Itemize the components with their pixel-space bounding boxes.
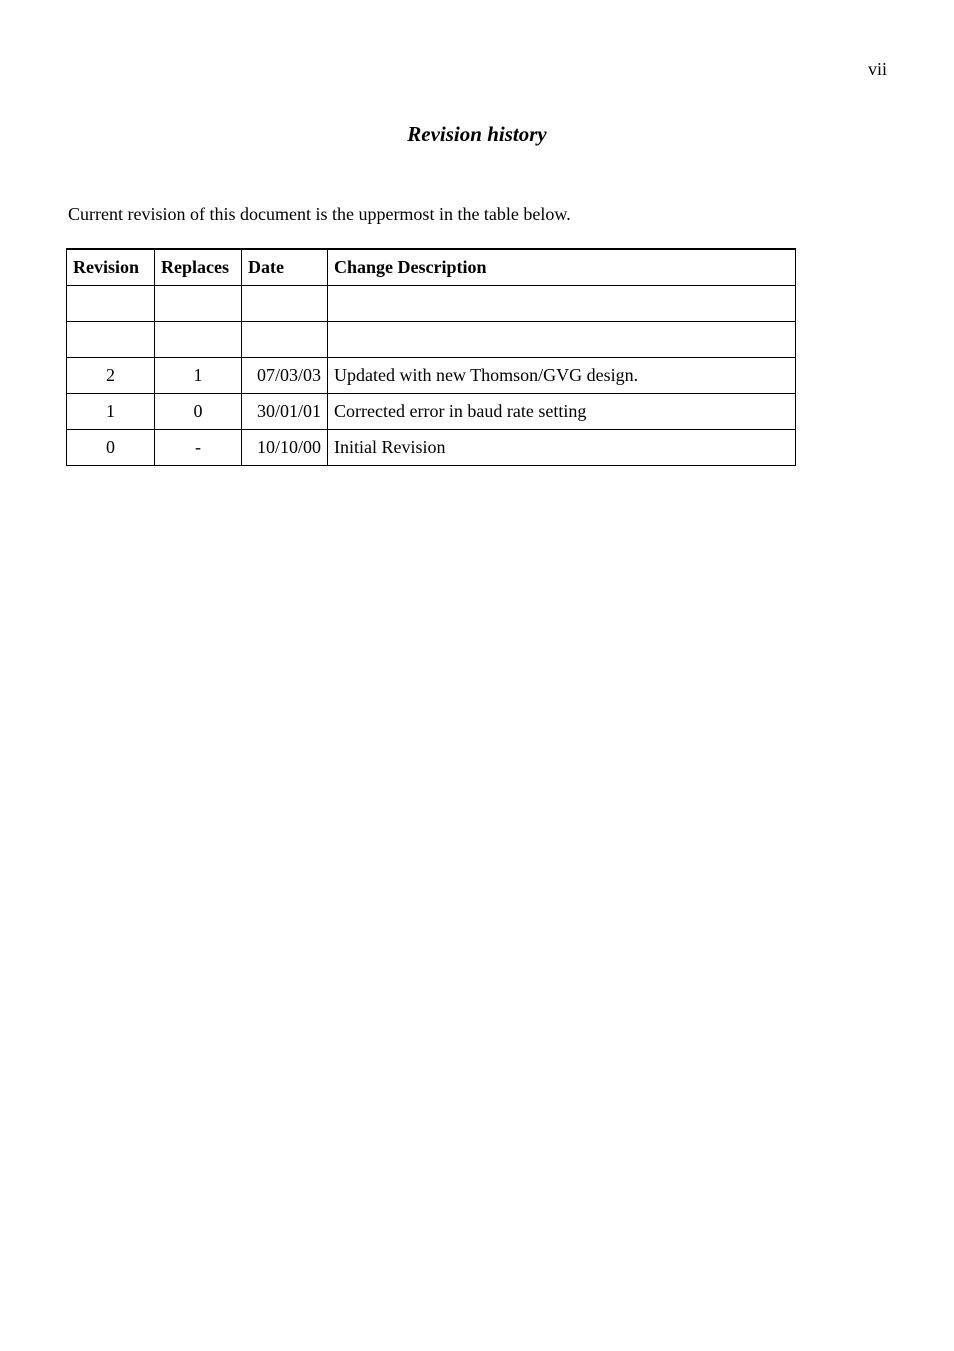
revision-history-table [66, 248, 796, 466]
header-replaces: Replaces [155, 249, 242, 285]
table-row [67, 285, 796, 321]
cell-replaces: - [155, 429, 242, 465]
cell-date [242, 285, 328, 321]
page-title: Revision history [407, 122, 547, 146]
cell-description: Updated with new Thomson/GVG design. [328, 357, 796, 393]
cell-revision: 0 [67, 429, 155, 465]
cell-replaces: 0 [155, 393, 242, 429]
cell-date: 30/01/01 [242, 393, 328, 429]
cell-replaces [155, 321, 242, 357]
cell-description: Corrected error in baud rate setting [328, 393, 796, 429]
table-row [67, 393, 796, 429]
intro-paragraph: Current revision of this document is the uppermost in the table below. [68, 204, 571, 224]
header-change-description: Change Description [328, 249, 796, 285]
cell-replaces: 1 [155, 357, 242, 393]
table-header-row [67, 249, 796, 285]
cell-revision: 2 [67, 357, 155, 393]
header-revision: Revision [67, 249, 155, 285]
cell-revision [67, 285, 155, 321]
cell-revision: 1 [67, 393, 155, 429]
cell-revision [67, 321, 155, 357]
cell-date [242, 321, 328, 357]
header-date: Date [242, 249, 328, 285]
cell-replaces [155, 285, 242, 321]
cell-description: Initial Revision [328, 429, 796, 465]
cell-description [328, 285, 796, 321]
table-row [67, 429, 796, 465]
table-row [67, 321, 796, 357]
cell-date: 07/03/03 [242, 357, 328, 393]
table-row [67, 357, 796, 393]
cell-description [328, 321, 796, 357]
page-number: vii [867, 59, 887, 79]
cell-date: 10/10/00 [242, 429, 328, 465]
